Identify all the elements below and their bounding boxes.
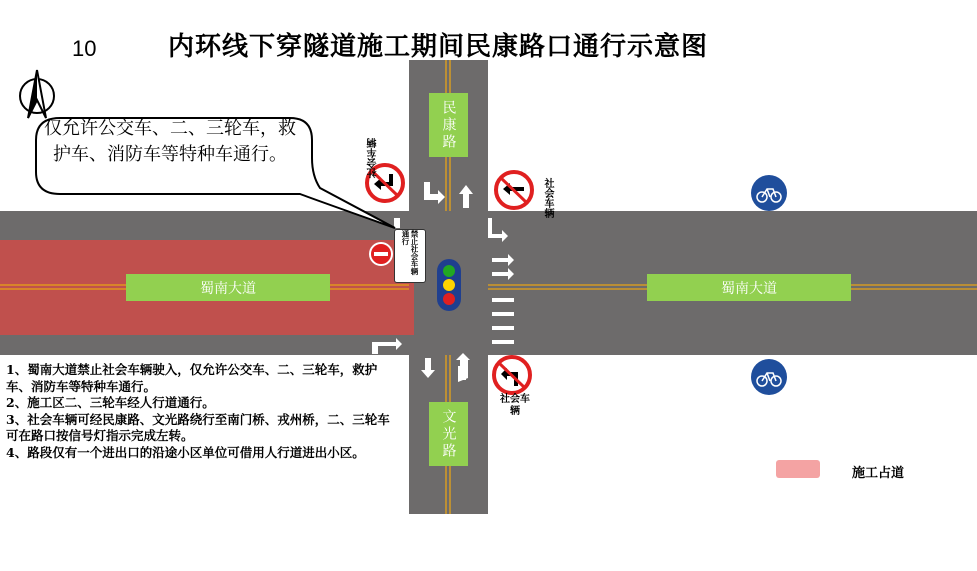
road-label-north: 民康路 [429, 93, 468, 157]
page-title: 内环线下穿隧道施工期间民康路口通行示意图 [168, 32, 709, 62]
sign-label-se: 社会车辆 [500, 394, 530, 417]
road-label-east: 蜀南大道 [647, 274, 851, 301]
sign-label-nw: 社会车辆 [368, 138, 379, 178]
road-label-south: 文光路 [429, 402, 468, 466]
road-label-west: 蜀南大道 [126, 274, 330, 301]
traffic-light-icon [437, 259, 461, 311]
notes-list [6, 362, 398, 461]
no-social-vehicle-notice [394, 229, 426, 283]
note-item: 1、蜀南大道禁止社会车辆驶入，仅允许公交车、二、三轮车，救护车、消防车等特种车通行。 [6, 362, 378, 394]
no-left-turn-icon-ne [496, 172, 532, 208]
page-number: 10 [72, 36, 97, 61]
notice-text: 禁止社会车辆通行 [401, 230, 419, 275]
legend-label: 施工占道 [852, 466, 905, 481]
bicycle-icon-top [751, 175, 787, 211]
legend-swatch [776, 460, 820, 478]
note-item: 4、路段仅有一个进出口的沿途小区单位可借用人行道进出小区。 [6, 444, 365, 460]
no-entry-icon [370, 243, 392, 265]
callout-text: 仅允许公交车、二、三轮车，救护车、消防车等特种车通行。 [44, 118, 296, 165]
north-compass-icon [20, 70, 54, 118]
bicycle-icon-bottom [751, 359, 787, 395]
note-item: 2、施工区二、三轮车经人行道通行。 [6, 395, 215, 410]
no-left-turn-icon-se [494, 357, 530, 393]
sign-label-ne: 社会车辆 [542, 178, 553, 218]
note-item: 3、社会车辆可经民康路、文光路绕行至南门桥、戎州桥，二、三轮车可在路口按信号灯指示完成左转。 [6, 411, 390, 443]
